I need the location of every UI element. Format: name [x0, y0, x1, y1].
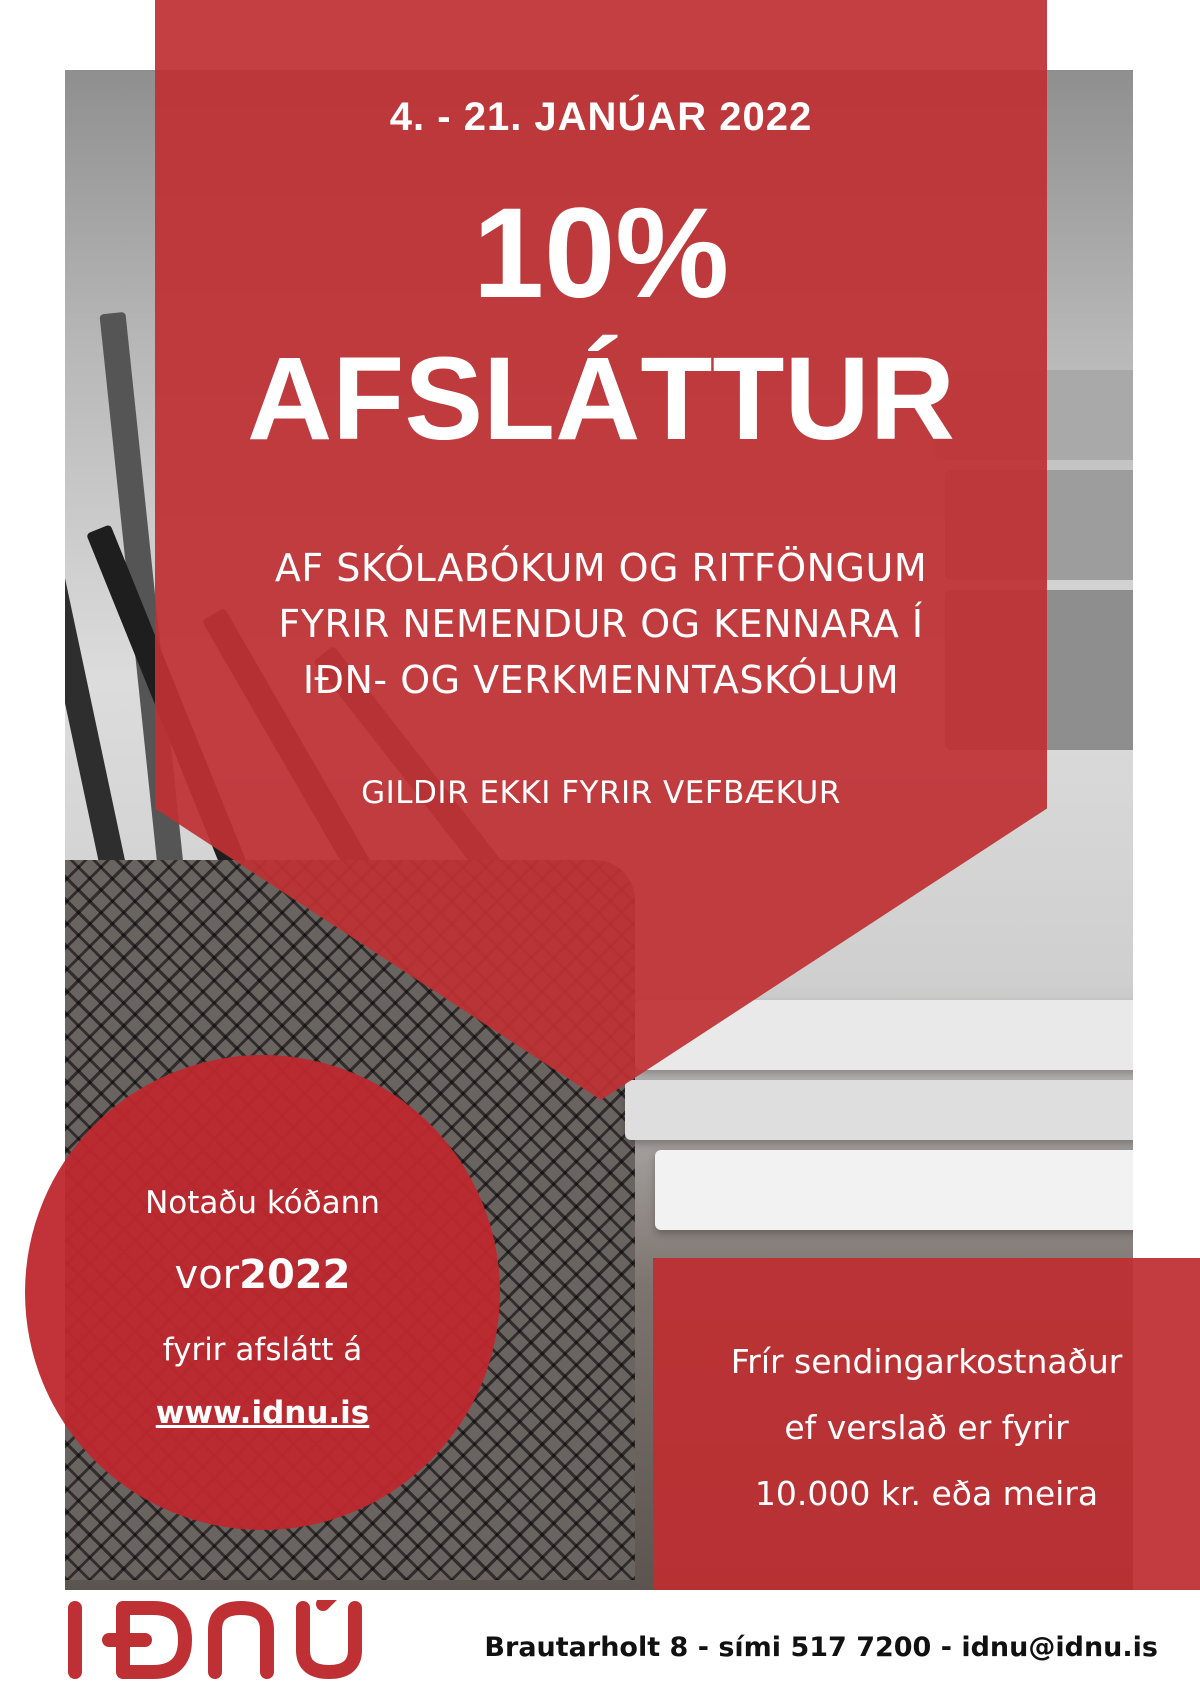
- code-intro: Notaðu kóðann: [145, 1185, 380, 1221]
- website-link[interactable]: www.idnu.is: [155, 1395, 370, 1431]
- book: [625, 1080, 1133, 1140]
- exclusion-note: GILDIR EKKI FYRIR VEFBÆKUR: [361, 775, 841, 811]
- shipping-line: ef verslað er fyrir: [784, 1408, 1069, 1447]
- shipping-line: Frír sendingarkostnaður: [730, 1342, 1123, 1381]
- promo-description: [155, 540, 1047, 708]
- description-line: FYRIR NEMENDUR OG KENNARA Í: [278, 602, 924, 646]
- promo-date: 4. - 21. JANÚAR 2022: [389, 95, 813, 139]
- description-line: AF SKÓLABÓKUM OG RITFÖNGUM: [274, 546, 928, 590]
- shipping-line: 10.000 kr. eða meira: [754, 1474, 1099, 1513]
- idnu-logo: [65, 1600, 385, 1680]
- promo-code: [25, 1252, 500, 1298]
- description-line: IÐN- OG VERKMENNTASKÓLUM: [302, 658, 900, 702]
- book: [655, 1150, 1133, 1230]
- discount-percent: 10%: [472, 182, 730, 325]
- promo-code-suffix: 2022: [239, 1252, 351, 1298]
- discount-headline: AFSLÁTTUR: [247, 333, 955, 465]
- code-outro: fyrir afslátt á: [162, 1332, 363, 1368]
- contact-info: Brautarholt 8 - sími 517 7200 - idnu@idnu.is: [484, 1632, 1158, 1663]
- promo-code-prefix: vor: [174, 1252, 240, 1298]
